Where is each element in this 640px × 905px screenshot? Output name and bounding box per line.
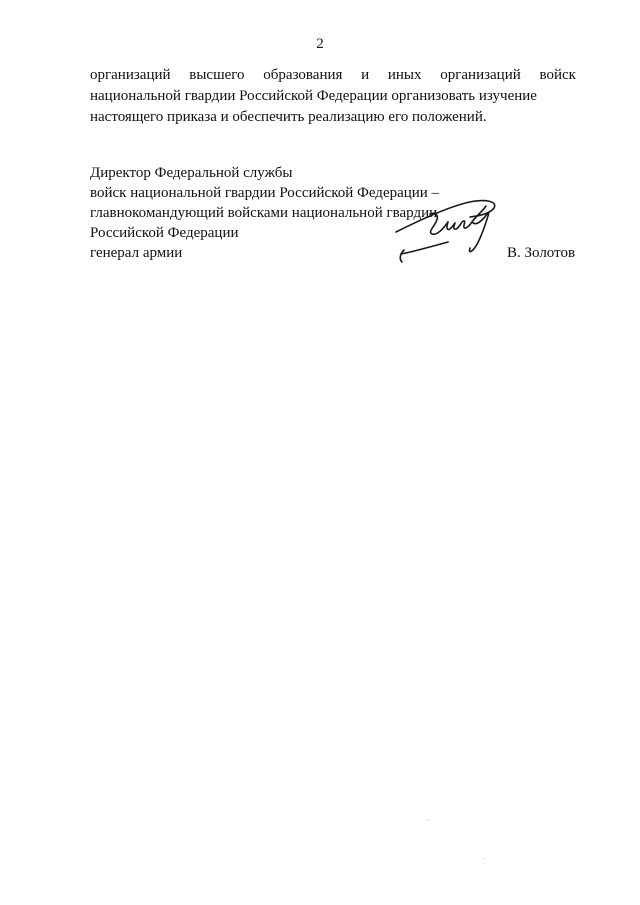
body-paragraph [90,65,576,128]
signer-name: В. Золотов [507,245,576,261]
page-number: 2 [316,36,324,52]
signatory-title-line: Директор Федеральной службы [90,165,293,181]
body-word: организаций [440,67,521,83]
body-line-1 [90,65,576,86]
signatory-title-block [90,163,439,263]
body-word: иных [387,67,422,83]
signatory-rank: генерал армии [90,245,183,261]
body-word: и [361,67,370,83]
signatory-title-line: главнокомандующий войсками национальной гвардии [90,205,438,221]
body-word: организаций [90,67,171,83]
signatory-title-line: войск национальной гвардии Российской Федерации – [90,185,440,201]
body-line-3: настоящего приказа и обеспечить реализацию его положений. [90,109,487,125]
body-word: войск [539,67,576,83]
body-line-2: национальной гвардии Российской Федерации организовать изучение [90,88,537,104]
scan-speck [428,820,429,821]
scan-speck [484,858,485,859]
handwritten-signature [390,192,510,264]
signatory-title-line: Российской Федерации [90,225,239,241]
body-word: образования [263,67,343,83]
body-word: высшего [189,67,245,83]
